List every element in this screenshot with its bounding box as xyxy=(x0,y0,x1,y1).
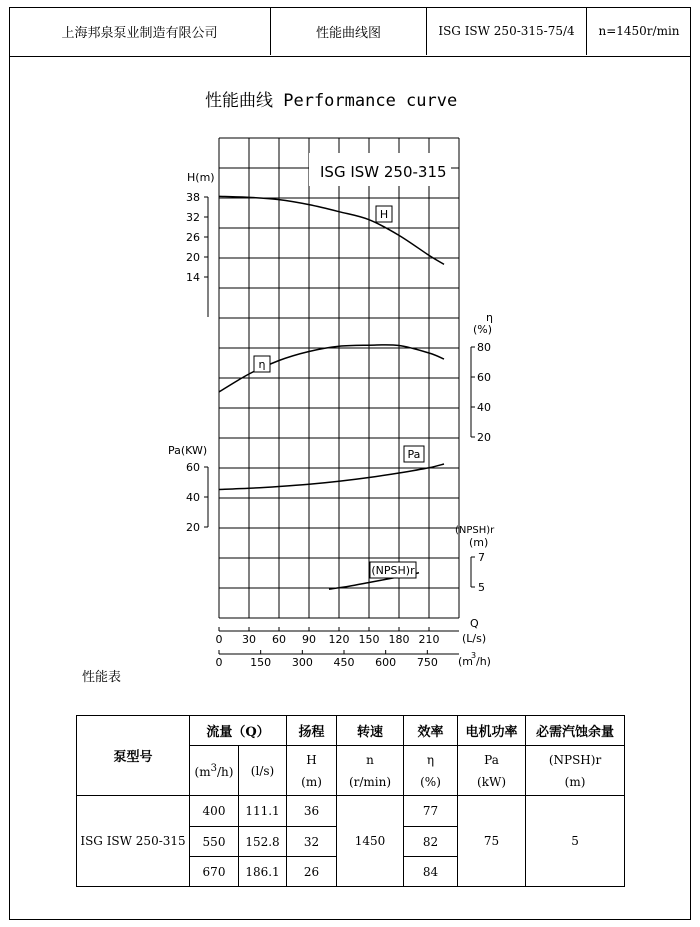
flow-ls-tick-label: 120 xyxy=(328,633,350,646)
eta-axis-tick-label: 80 xyxy=(477,341,491,354)
col-power: 电机功率 xyxy=(458,716,526,746)
npsh-axis-label: (NPSH)r xyxy=(455,525,495,536)
eta-curve xyxy=(219,345,444,392)
flow-m3h-unit-sup: 3 xyxy=(471,651,477,660)
col-npsh-sub: (NPSH)r (m) xyxy=(526,746,625,796)
flow-m3h-unit-a: (m xyxy=(458,655,474,668)
pa-axis-tick-label: 60 xyxy=(186,461,200,474)
company-name: 上海邦泉泵业制造有限公司 xyxy=(9,7,271,55)
h-curve-tag: H xyxy=(379,208,389,221)
performance-table xyxy=(76,715,625,887)
col-head-sub: H (m) xyxy=(287,746,337,796)
chart-title: 性能曲线 Performance curve xyxy=(205,91,458,111)
cell-npsh: 5 xyxy=(526,796,625,887)
cell-eff: 84 xyxy=(404,857,458,887)
col-speed: 转速 xyxy=(337,716,404,746)
h-axis-tick-label: 38 xyxy=(186,191,200,204)
doc-title: 性能曲线图 xyxy=(271,7,427,55)
cell-q-ls: 111.1 xyxy=(239,796,287,827)
h-curve xyxy=(219,196,444,264)
h-axis-tick-label: 20 xyxy=(186,251,200,264)
col-eff-sub: η (%) xyxy=(404,746,458,796)
pa-axis-tick-label: 40 xyxy=(186,491,200,504)
cell-q-ls: 152.8 xyxy=(239,827,287,857)
cell-head: 32 xyxy=(287,827,337,857)
flow-m3h-unit-b: /h) xyxy=(476,655,491,668)
model-code: ISG ISW 250-315-75/4 xyxy=(427,7,587,55)
pa-axis-label: Pa(KW) xyxy=(168,444,208,457)
col-flow-m3h-unit: $(m^3/h)$ xyxy=(190,746,239,796)
inset-model-label: ISG ISW 250-315 xyxy=(320,163,447,181)
cell-power: 75 xyxy=(458,796,526,887)
cell-q-m3h: 670 xyxy=(190,857,239,887)
eta-axis-tick-label: 60 xyxy=(477,371,491,384)
flow-ls-tick-label: 90 xyxy=(302,633,316,646)
col-flow: 流量（Q） xyxy=(190,716,287,746)
cell-q-ls: 186.1 xyxy=(239,857,287,887)
cell-eff: 77 xyxy=(404,796,458,827)
eta-axis-label: η xyxy=(486,311,493,324)
eta-axis-tick-label: 20 xyxy=(477,431,491,444)
performance-table-label: 性能表 xyxy=(82,670,122,685)
npsh-curve-tag: (NPSH)r xyxy=(371,564,415,577)
pa-curve-tag: Pa xyxy=(407,448,421,461)
flow-ls-unit: (L/s) xyxy=(462,632,487,645)
flow-m3h-tick-label: 150 xyxy=(250,656,272,669)
col-npsh: 必需汽蚀余量 xyxy=(526,716,625,746)
flow-ls-tick-label: 210 xyxy=(418,633,440,646)
col-model: 泵型号 xyxy=(77,716,190,796)
flow-ls-tick-label: 30 xyxy=(242,633,256,646)
cell-head: 26 xyxy=(287,857,337,887)
cell-q-m3h: 400 xyxy=(190,796,239,827)
flow-ls-tick-label: 0 xyxy=(215,633,223,646)
flow-axis-label: Q xyxy=(470,617,479,630)
h-axis-label: H(m) xyxy=(187,171,215,184)
col-power-sub: Pa (kW) xyxy=(458,746,526,796)
eta-curve-tag: η xyxy=(258,358,266,371)
h-axis-tick-label: 14 xyxy=(186,271,200,284)
speed-spec: n=1450r/min xyxy=(598,24,680,38)
cell-model: ISG ISW 250-315 xyxy=(77,796,190,887)
col-head: 扬程 xyxy=(287,716,337,746)
cell-eff: 82 xyxy=(404,827,458,857)
cell-q-m3h: 550 xyxy=(190,827,239,857)
flow-ls-tick-label: 180 xyxy=(388,633,410,646)
eta-axis-unit: (%) xyxy=(473,323,493,336)
npsh-axis-tick-label: 7 xyxy=(478,551,485,564)
flow-m3h-tick-label: 600 xyxy=(375,656,397,669)
cell-speed: 1450 xyxy=(337,796,404,887)
npsh-axis-unit: (m) xyxy=(469,536,489,549)
h-axis-tick-label: 26 xyxy=(186,231,200,244)
flow-m3h-tick-label: 300 xyxy=(291,656,313,669)
npsh-axis-tick-label: 5 xyxy=(478,581,485,594)
col-eff: 效率 xyxy=(404,716,458,746)
flow-ls-tick-label: 150 xyxy=(358,633,380,646)
pa-axis-tick-label: 20 xyxy=(186,521,200,534)
col-speed-sub: n (r/min) xyxy=(337,746,404,796)
flow-m3h-tick-label: 450 xyxy=(333,656,355,669)
flow-m3h-tick-label: 750 xyxy=(416,656,438,669)
flow-m3h-tick-label: 0 xyxy=(215,656,223,669)
cell-head: 36 xyxy=(287,796,337,827)
eta-axis-tick-label: 40 xyxy=(477,401,491,414)
flow-ls-tick-label: 60 xyxy=(272,633,286,646)
col-flow-ls-unit: (l/s) xyxy=(239,746,287,796)
h-axis-tick-label: 32 xyxy=(186,211,200,224)
